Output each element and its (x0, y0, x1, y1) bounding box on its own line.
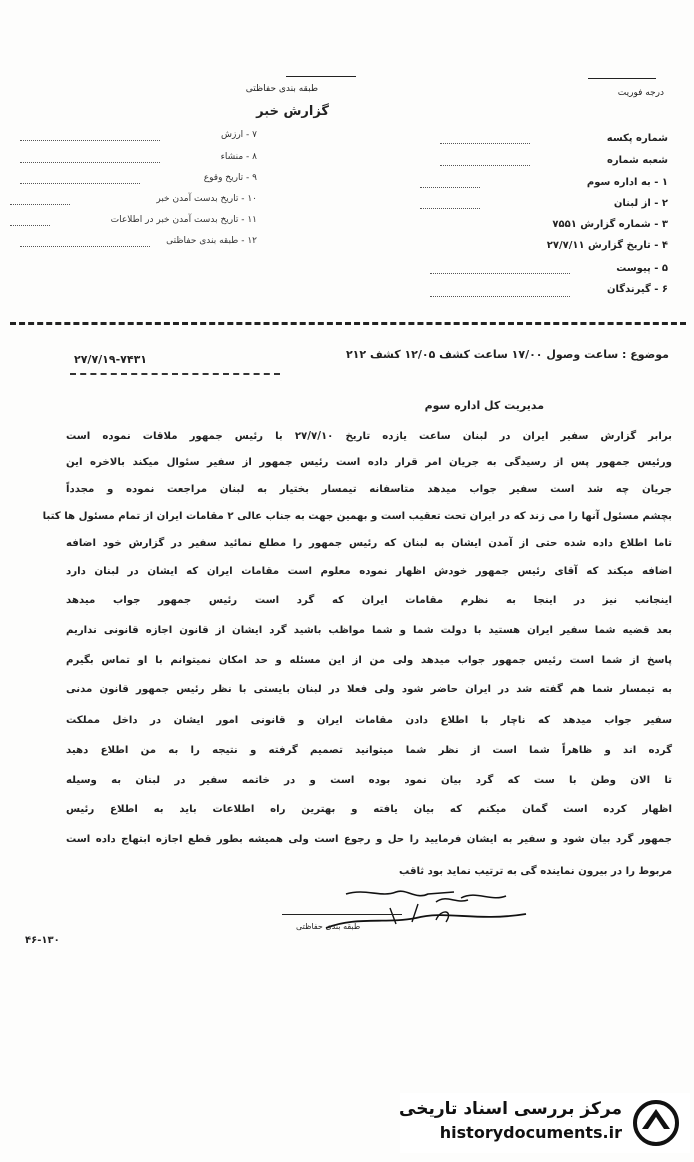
field-value: ۷ - ارزش (221, 130, 257, 140)
reference-number: ۲۷/۷/۱۹-۷۴۳۱ (74, 353, 148, 366)
field-attachment: ۵ - پیوست (616, 263, 668, 274)
fill-line (420, 208, 480, 209)
body-line-last: مربوط را در بیرون نماینده گی به ترتیب نماید بود ثاقب (399, 866, 672, 877)
field-recipients: ۶ - گیرندگان (607, 284, 668, 295)
fill-line (20, 140, 160, 141)
field-to: ۱ - به اداره سوم (586, 177, 668, 188)
body-line: اینجانب نیز در اینجا به نظرم مقامات ایران که گرد است رئیس جمهور جواب میدهد (66, 595, 672, 606)
fill-line (10, 225, 50, 226)
header-separator (10, 322, 686, 325)
fill-line (430, 273, 570, 274)
archive-branding (400, 1093, 690, 1153)
field-origin: ۸ - منشاء (220, 152, 257, 162)
field-news-date: ۱۰ - تاریخ بدست آمدن خبر (156, 194, 257, 204)
body-line: گرده اند و ظاهراً شما است از نظر شما میتوانید تصمیم گرفته و نتیجه را به من اطلاع دهید (66, 745, 672, 756)
body-line: سفیر جواب میدهد که ناچار با اطلاع دادن مقامات ایران و قانونی امور ایشان در داخل مملکت (66, 715, 672, 726)
fill-line (10, 204, 70, 205)
body-line: تا الان وطن با ست که گرد بیان نمود بوده است و در خاتمه سفیر در لبنان به وسیله (66, 775, 672, 786)
subject-line: موضوع : ساعت وصول ۱۷/۰۰ ساعت کشف ۱۲/۰۵ کشف ۲۱۲ (345, 348, 669, 361)
field-branch-number: شعبه شماره (606, 155, 668, 166)
archive-name: مرکز بررسی اسناد تاریخی (399, 1099, 622, 1119)
archive-logo-icon (632, 1099, 680, 1147)
body-line: جمهور گرد بیان شود و سفیر به ایشان فرمایید را حل و رجوع است ولی همیشه بطور قطع اجازه ابتهاج داده است (66, 834, 672, 845)
body-line: اضافه میکند که آقای رئیس جمهور خودش اظهار نموده معلوم است مقامات ایران که ایشان در لبنان دارد (66, 566, 672, 577)
body-line: ورئیس جمهور پس از رسیدگی به جریان امر قرار داده است رئیس جمهور از سفیر سئوال میکند بالاخره این (66, 457, 672, 468)
field-security-class: ۱۲ - طبقه بندی حفاظتی (166, 236, 257, 246)
body-line: برابر گزارش سفیر ایران در لبنان ساعت یازده تاریخ ۲۷/۷/۱۰ با رئیس جمهور ملاقات نموده است (66, 431, 673, 442)
salutation: مدیریت کل اداره سوم (424, 399, 544, 412)
fill-line (20, 183, 140, 184)
classification-label: طبقه بندی حفاظتی (245, 84, 318, 94)
fill-line (440, 165, 530, 166)
fill-line (430, 296, 570, 297)
field-from: ۲ - از لبنان (613, 198, 668, 209)
body-line: پاسخ از شما است رئیس جمهور جواب میدهد ولی من از این مسئله و حد امکان نمیتوانم با او تماس بگیرم (66, 655, 672, 666)
document-code: ۴۶-۱۳۰ (25, 935, 60, 946)
fill-line (420, 187, 480, 188)
urgency-label: درجه فوریت (617, 88, 664, 98)
fill-line (20, 162, 160, 163)
fill-line (20, 246, 150, 247)
body-line: به تیمسار شما هم گفته شد در ایران حاضر شود ولی فعلا در لبنان بایستی با نظر رئیس جمهور قانون مدنی (66, 684, 672, 695)
fill-line (440, 143, 530, 144)
signature-rule (282, 914, 402, 915)
body-line: تاما اطلاع داده شده حتی از آمدن ایشان به لبنان که رئیس جمهور را مطلع نمائید سفیر در گزارش خود اضافه (66, 538, 672, 549)
signature-label: طبقه بندی حفاظتی (296, 922, 361, 931)
header-rule-center (286, 76, 356, 77)
field-file-number: شماره پکسه (606, 133, 668, 144)
archive-url: historydocuments.ir (439, 1123, 622, 1142)
field-info-date: ۱۱ - تاریخ بدست آمدن خبر در اطلاعات (110, 215, 257, 225)
report-title: گزارش خبر (256, 104, 329, 119)
field-event-date: ۹ - تاریخ وقوع (203, 173, 257, 183)
body-line: جریان چه شد است سفیر جواب میدهد متاسفانه تیمسار بختیار به لبنان مراجعت نموده و مجدداً (66, 484, 672, 495)
body-line: اظهار کرده است گمان میکنم که بیان یافته و بهترین راه اطلاعات باید به اطلاع رئیس (66, 804, 672, 815)
field-report-date: ۴ - تاریخ گزارش ۲۷/۷/۱۱ (546, 240, 668, 251)
field-report-number: ۳ - شماره گزارش ۷۵۵۱ (552, 219, 668, 230)
header-rule-right (588, 78, 656, 79)
reference-rule (70, 373, 280, 375)
body-line: بچشم مسئول آنها را می زند که در ایران تحت تعقیب است و بهمین جهت به جناب عالی ۲ مقامات ایران از تمام مسئول ها کتبا (42, 511, 672, 522)
body-line: بعد قضیه شما سفیر ایران هستید با دولت شما و شما مواظب باشید گرد ایشان از قانون اجازه قانونی نداریم (66, 625, 672, 636)
